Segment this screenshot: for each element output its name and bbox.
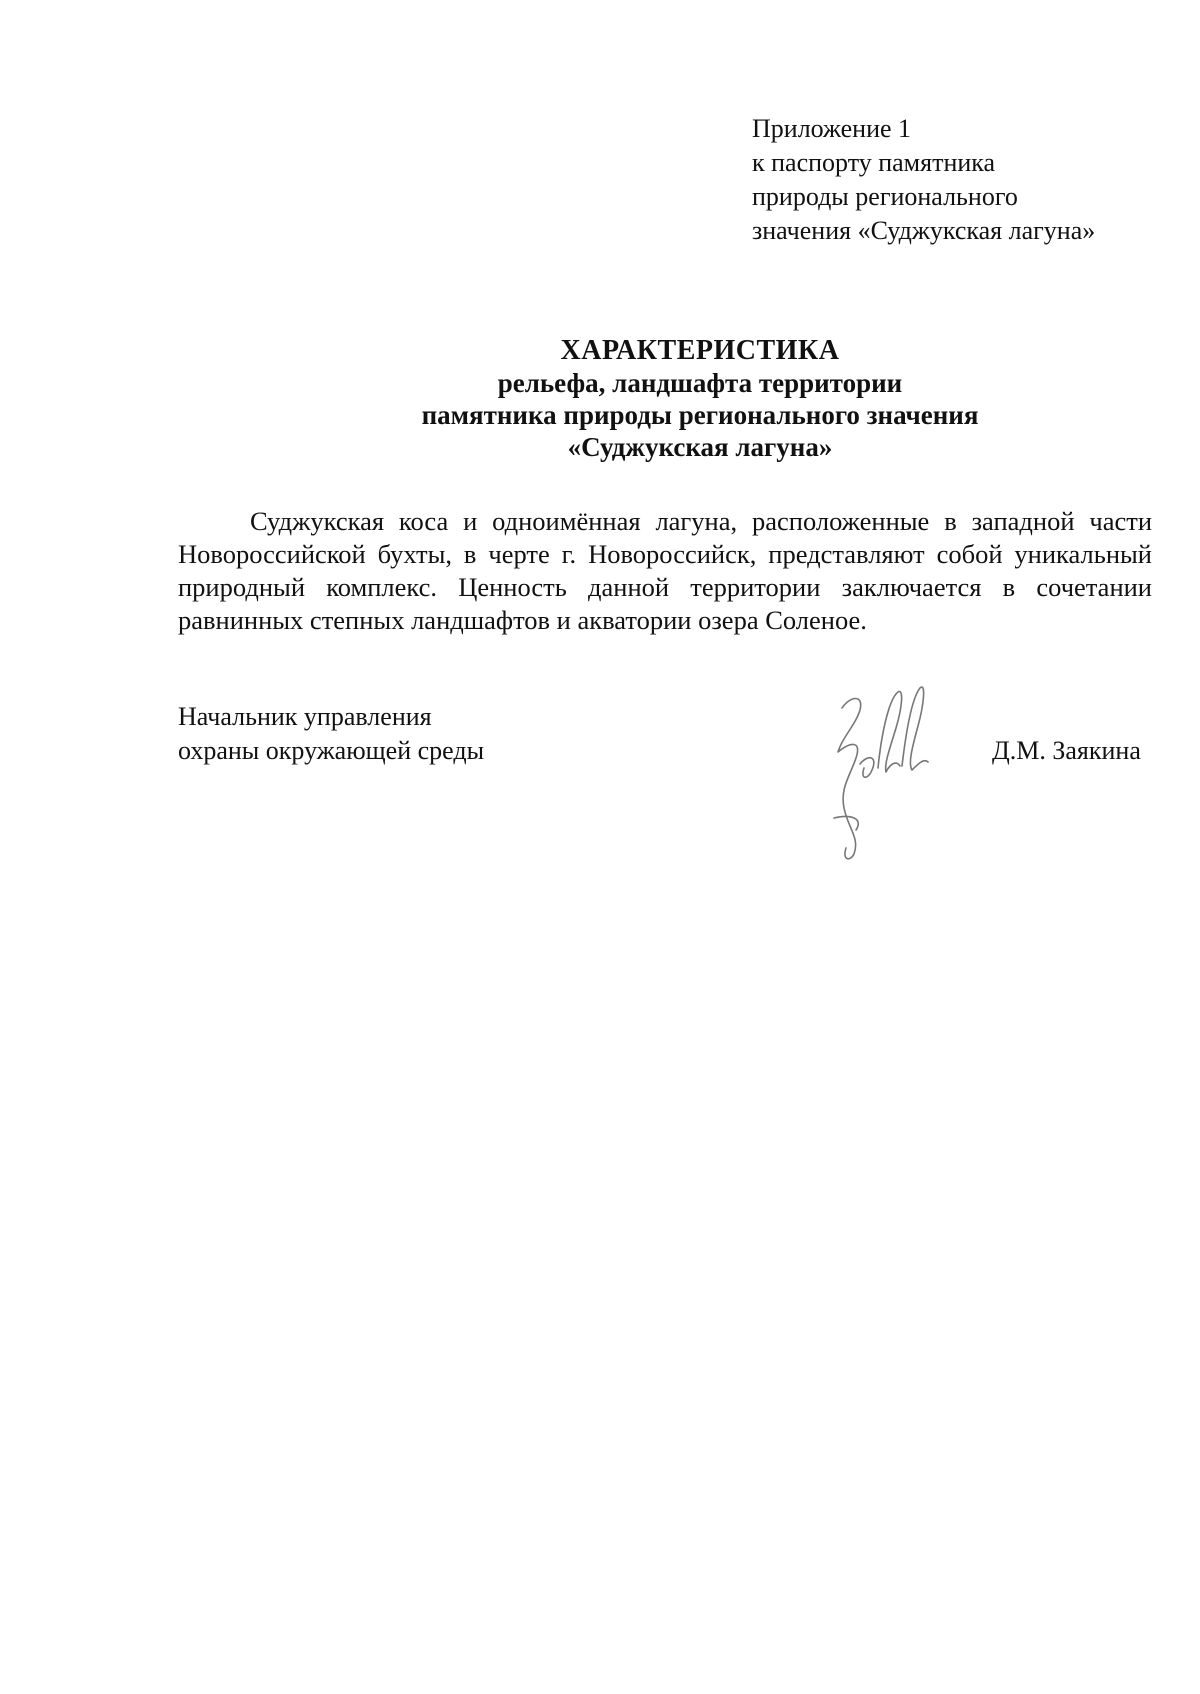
signer-position-line-1: Начальник управления: [178, 702, 432, 731]
heading-title: ХАРАКТЕРИСТИКА: [560, 335, 840, 366]
handwritten-signature-icon: [820, 668, 940, 868]
appendix-line-3: природы регионального: [752, 182, 1018, 211]
heading-line-3: памятника природы регионального значения: [421, 400, 979, 430]
appendix-line-4: значения «Суджукская лагуна»: [752, 216, 1096, 245]
heading-line-2: рельефа, ландшафта территории: [497, 368, 903, 398]
signer-name: Д.М. Заякина: [992, 736, 1141, 765]
document-heading: [260, 335, 1140, 463]
appendix-note: [752, 112, 1172, 248]
heading-line-4: «Суджукская лагуна»: [567, 432, 833, 462]
signer-position-line-2: охраны окружающей среды: [178, 736, 485, 765]
body-paragraph: Суджукская коса и одноимённая лагуна, расположенные в западной части Новороссийской бухты, в черте г. Новороссийск, представляют собой уникальный природный комплекс. Ценность данной территории заключается в сочетании равнинных степных ландшафтов и акватории озера Соленое.: [178, 506, 1152, 635]
appendix-line-2: к паспорту памятника: [752, 148, 996, 177]
appendix-line-1: Приложение 1: [752, 114, 912, 143]
signer-position: [178, 700, 678, 768]
